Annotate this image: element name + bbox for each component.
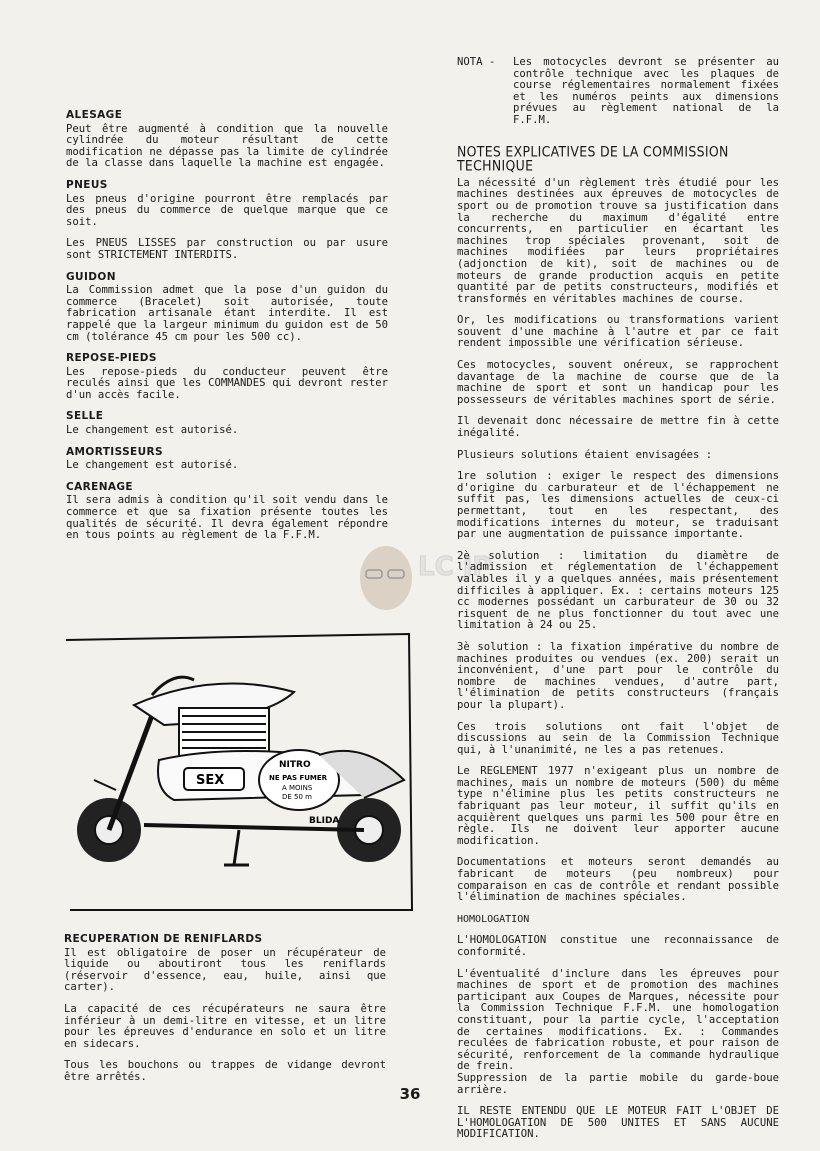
front-fork-icon [109,708,164,830]
tank-label: SEX [196,773,225,788]
paragraph-11: Documentations et moteurs seront demandés au fabricant de moteurs (peu nombreux) pour comparaison en cas de contrôle et rendant possible l'élimination de machines spéciales. [457,856,779,904]
text-pneus-1: Les pneus d'origine pourront être remplacés par des pneus du commerce de quelque marque que ce soit. [66,192,388,228]
nota-text: Les motocycles devront se présenter au contrôle technique avec les plaques de course réglementaires normalement fixées et les numéros peints aux dimensions prévues au règlement national de la F.F.M. [513,56,779,126]
homologation-heading: HOMOLOGATION [457,913,530,925]
notes-title: NOTES EXPLICATIVES DE LA COMMISSION TECHNIQUE [457,142,729,173]
sign-bot-text: DE 50 m [282,793,312,801]
left-column [66,110,388,552]
heading-guidon: GUIDON [66,270,116,283]
sign-low-text: A MOINS [282,784,313,792]
text-amortisseurs: Le changement est autorisé. [66,459,239,472]
section-alesage [66,110,388,170]
heading-amortisseurs: AMORTISSEURS [66,445,163,458]
heading-selle: SELLE [66,410,104,423]
right-column [457,57,779,1151]
paragraph-6: 1re solution : exiger le respect des dimensions d'origine du carburateur et de l'échappement ne suffit pas, les dimensions actuelles de ceux-ci permettant, tout en les respectant, des modifications internes du moteur, se traduisant par une augmentation de puissance importante. [457,470,779,541]
text-carenage: Il sera admis à condition qu'il soit vendu dans le commerce et que sa fixation présente toutes les qualités de sécurité. Il devra également répondre en tous points au règlement de la F.F.M. [66,494,388,542]
nota-block [457,57,779,127]
paragraph-5: Plusieurs solutions étaient envisagées : [457,448,713,461]
paragraph-3: Ces motocycles, souvent onéreux, se rapprochent davantage de la machine de course que de la machine de sport et sont un handicap pour les possesseurs de véritables machines sport de série. [457,359,779,406]
paragraph-4: Il devenait donc nécessaire de mettre fin à cette inégalité. [457,415,779,440]
paragraph-2: Or, les modifications ou transformations varient souvent d'une machine à l'autre et par ce fait rendent impossible une vérification sérieuse. [457,314,779,350]
text-repose-pieds: Les repose-pieds du conducteur peuvent être reculés ainsi que les COMMANDES qui devront rester d'un accès facile. [66,365,388,401]
text-pneus-2: Les PNEUS LISSES par construction ou par usure sont STRICTEMENT INTERDITS. [66,237,388,261]
heading-carenage: CARENAGE [66,480,133,493]
paragraph-7: 2è solution : limitation du diamètre de l'admission et réglementation de l'échappement valables il y a quelques années, mais présentement difficiles à appliquer. Ex. : certains moteurs 125 cc modernes possédant un carburateur de 30 ou 32 risquent de ne plus fonctionner du tout avec une limitation à 24 ou 25. [457,549,779,632]
sign-mid-text: NE PAS FUMER [269,774,328,782]
section-selle [66,411,388,436]
text-reniflards-1: Il est obligatoire de poser un récupérateur de liquide ou aboutiront tous les reniflards (réservoir d'essence, eau, huile, ainsi que carter). [64,946,386,994]
heading-pneus: PNEUS [66,178,108,191]
logo-text: LC JP [418,552,492,582]
text-guidon: La Commission admet que la pose d'un guidon du commerce (Bracelet) soit autorisée, toute fabrication artisanale étant interdite. Il est rappelé que la largeur minimum du guidon est de 50 cm (tolérance 45 cm pour les 500 cc). [66,284,388,343]
section-carenage [66,482,388,542]
homologation-paragraph-2: L'éventualité d'inclure dans les épreuves pour machines de sport et de promotion des machines participant aux Coupes de Marques, nécessite pour la Commission Technique F.F.M. une homologation constituant, pour la partie cycle, l'acceptation de certaines modifications. Ex. : Commandes reculées de fabrication robuste, et pour raison de sécurité, renforcement de la commande hydraulique de frein. [457,967,779,1073]
text-selle: Le changement est autorisé. [66,424,239,437]
homologation-paragraph-1: L'HOMOLOGATION constitue une reconnaissance de conformité. [457,934,779,958]
fender-icon [94,780,116,790]
homologation-paragraph-3: Suppression de la partie mobile du garde-boue arrière. [457,1071,779,1096]
paragraph-8: 3è solution : la fixation impérative du nombre de machines produites ou vendues (ex. 200) serait un inconvénient, d'une part pour le contrôle du nombre de machines vendues, d'autre part, l'élimination de petits constructeurs (français pour la plupart). [457,640,779,711]
paragraph-10: Le REGLEMENT 1977 n'exigeant plus un nombre de machines, mais un nombre de moteurs (500) du même type n'élimine plus les petits constructeurs ne fabriquant pas leur moteur, il suffit qu'ils en acquièrent quelques uns parmi les 500 pour être en règle. Ils ne doivent leur apporter aucune modification. [457,765,779,847]
watermark-logo [350,530,492,620]
section-amortisseurs [66,447,388,472]
text-reniflards-2: La capacité de ces récupérateurs ne saura être inférieur à un demi-litre en vitesse, et un litre pour les épreuves d'endurance en solo et un litre en sidecars. [64,1002,386,1050]
section-repose-pieds [66,353,388,401]
page-number: 36 [399,1085,421,1103]
section-pneus [66,180,388,262]
section-guidon [66,272,388,344]
heading-reniflards: RECUPERATION DE RENIFLARDS [64,933,263,945]
paragraph-9: Ces trois solutions ont fait l'objet de discussions au sein de la Commission Technique qui, à l'unanimité, ne les a pas retenues. [457,720,779,756]
heading-repose-pieds: REPOSE-PIEDS [66,352,157,365]
heading-alesage: ALESAGE [66,109,123,121]
homologation-paragraph-4: IL RESTE ENTENDU QUE LE MOTEUR FAIT L'OBJET DE L'HOMOLOGATION DE 500 UNITES ET SANS AUCUNE MODIFICATION. [457,1105,779,1141]
text-alesage: Peut être augmenté à condition que la nouvelle cylindrée du moteur résultant de cette modification ne dépasse pas la limite de cylindrée de la classe dans laquelle la machine est engagée. [66,122,388,170]
section-reniflards [64,934,386,1094]
text-reniflards-3: Tous les bouchons ou trappes de vidange devront être arrêtés. [64,1059,386,1083]
paragraph-1: La nécessité d'un règlement très étudié pour les machines destinées aux épreuves de motocycles de sport ou de promotion trouve sa justification dans la recherche du maximum d'égalité entre concurrents, en particulier en écartant les machines trop spéciales provenant, soit de machines modifiées par leurs propriétaires (adjonction de kit), soit de machines ou de moteurs de grande production acquis en petite quantité par de petits constructeurs, modifiés et transformés en véritables machines de course. [457,176,779,305]
kickstand-icon [224,830,249,865]
motorcycle-illustration [64,630,414,915]
sign-top-text: NITRO [279,760,311,770]
nota-label: NOTA - [457,56,496,68]
frame-label: BLIDA [309,816,340,826]
